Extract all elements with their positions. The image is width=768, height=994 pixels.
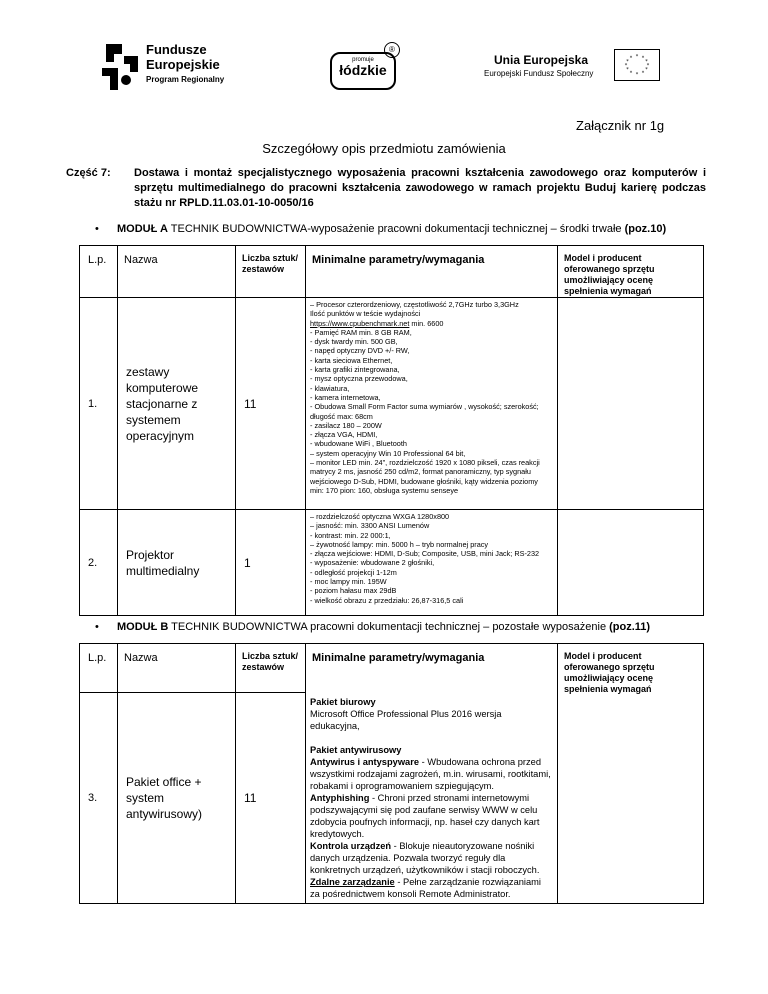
row-nazwa: Pakiet office + system antywirusowy)	[118, 693, 236, 904]
svg-text:*: *	[641, 55, 645, 62]
header-liczba: Liczba sztuk/ zestawów	[236, 246, 306, 298]
svg-text:*: *	[635, 72, 639, 78]
module-a-heading	[95, 223, 667, 235]
eu-flag-icon	[614, 49, 660, 81]
svg-text:*: *	[624, 63, 628, 69]
lodzkie-logo	[330, 52, 396, 90]
spec-line: https://www.cpubenchmark.net min. 6600	[310, 318, 444, 328]
svg-text:*: *	[629, 55, 633, 62]
header-min: Minimalne parametry/wymagania	[306, 246, 558, 298]
office-title: Pakiet biurowy	[310, 696, 376, 707]
av-item	[310, 876, 553, 900]
av-item-text: - Chroni przed stronami internetowymi podszywającymi się pod zaufane serwisy WWW w celu zdobycia poufnych informacji, np. haseł czy danych kart kredytowych.	[310, 792, 540, 839]
spec-line: - karta sieciowa Ethernet,	[310, 355, 393, 365]
spec-line: - wyposażenie: wbudowane 2 głośniki,	[310, 558, 435, 568]
header-nazwa: Nazwa	[118, 644, 236, 693]
row-qty: 11	[236, 298, 306, 510]
svg-text:*: *	[646, 63, 650, 69]
bullet-icon: •	[95, 223, 99, 235]
spec-line: - moc lampy min. 195W	[310, 577, 387, 587]
module-a-bold: MODUŁ A	[117, 223, 168, 235]
table-module-a	[79, 245, 704, 616]
row-nazwa: zestawy komputerowe stacjonarne z systemem operacyjnym	[118, 298, 236, 510]
svg-text:*: *	[641, 70, 645, 77]
lodz-main: łódzkie	[339, 62, 387, 78]
row-spec	[306, 510, 558, 616]
header-nazwa: Nazwa	[118, 246, 236, 298]
unia-europejska-logo	[480, 53, 680, 93]
av-item	[310, 756, 553, 792]
part-description	[66, 166, 706, 211]
spec-line: – jasność: min. 3300 ANSI Lumenów	[310, 521, 430, 531]
module-b-heading	[95, 621, 651, 633]
registered-icon: ®	[384, 42, 400, 58]
av-item	[310, 840, 553, 876]
spec-line: - mysz optyczna przewodowa,	[310, 374, 408, 384]
row-qty: 11	[236, 693, 306, 904]
part-label: Część 7:	[66, 167, 111, 179]
svg-text:*: *	[626, 59, 629, 65]
header-liczba: Liczba sztuk/ zestawów	[236, 644, 306, 693]
row-model[interactable]	[558, 298, 704, 510]
module-a-text: TECHNIK BUDOWNICTWA-wyposażenie pracowni dokumentacji technicznej – środki trwałe	[167, 223, 625, 235]
module-b-pos: (poz.11)	[609, 621, 651, 633]
module-b-text: TECHNIK BUDOWNICTWA pracowni dokumentacji technicznej – pozostałe wyposażenie	[168, 621, 610, 633]
spec-line: - Obudowa Small Form Factor suma wymiarów , wysokość; szerokość; długość max: 68cm	[310, 402, 539, 421]
spec-line: - złącza VGA, HDMI,	[310, 430, 378, 440]
row-lp: 2.	[80, 510, 118, 616]
av-title: Pakiet antywirusowy	[310, 744, 402, 755]
spec-line: - wbudowane WiFi , Bluetooth	[310, 439, 407, 449]
annex-number: Załącznik nr 1g	[576, 118, 665, 133]
table-module-b	[79, 643, 704, 904]
spec-line: - kontrast: min. 22 000:1,	[310, 530, 391, 540]
spec-line: – Procesor czterordzeniowy, częstotliwość 2,7GHz turbo 3,3GHz	[310, 300, 519, 309]
office-text: Microsoft Office Professional Plus 2016 wersja edukacyjna,	[310, 708, 502, 731]
av-item	[310, 792, 553, 840]
row-lp: 3.	[80, 693, 118, 904]
spec-line: - dysk twardy min. 500 GB,	[310, 337, 398, 347]
svg-text:*: *	[645, 67, 648, 73]
fe-line3: Program Regionalny	[146, 75, 225, 84]
svg-text:*: *	[629, 70, 633, 77]
svg-text:*: *	[635, 54, 639, 60]
ue-subtitle: Europejski Fundusz Społeczny	[484, 69, 594, 78]
spec-line: - Pamięć RAM min. 8 GB RAM,	[310, 327, 412, 337]
spec-line: - poziom hałasu max 29dB	[310, 586, 397, 596]
spec-line: - karta grafiki zintegrowana,	[310, 365, 400, 375]
spec-line: - odległość projekcji 1-12m	[310, 567, 397, 577]
av-item-text: - Wbudowana ochrona przed wszystkimi rodzajami zagrożeń, m.in. wirusami, rootkitami, robakami i oprogramowaniem szpiegującym.	[310, 756, 551, 791]
row-spec	[306, 693, 558, 904]
ue-title: Unia Europejska	[494, 53, 589, 67]
av-item-name: Kontrola urządzeń	[310, 840, 392, 851]
header-model: Model i producent oferowanego sprzętu umożliwiający ocenę spełnienia wymagań	[558, 246, 704, 298]
fundusze-europejskie-logo	[100, 40, 270, 95]
row-qty: 1	[236, 510, 306, 616]
row-nazwa: Projektor multimedialny	[118, 510, 236, 616]
av-item-name: Antyphishing	[310, 792, 370, 803]
spec-line: - wielkość obrazu z przedziału: 26,87-316,5 cali	[310, 595, 464, 605]
spec-line: - zasilacz 180 – 200W	[310, 420, 382, 430]
fe-line1: Fundusze	[146, 42, 207, 57]
spec-line: – żywotność lampy: min. 5000 h – tryb normalnej pracy	[310, 539, 489, 549]
row-model[interactable]	[558, 510, 704, 616]
av-item-name: Antywirus i antyspyware	[310, 756, 420, 767]
row-lp: 1.	[80, 298, 118, 510]
av-item-text: - Blokuje nieautoryzowane nośniki danych urządzenia. Pozwala tworzyć reguły dla konkretnych urządzeń, użytkowników i stacji roboczych.	[310, 840, 540, 875]
page-title: Szczegółowy opis przedmiotu zamówienia	[262, 141, 506, 156]
fe-star-icon	[100, 44, 140, 90]
av-item-text: - Pełne zarządzanie rozwiązaniami za pośrednictwem konsoli Remote Administrator.	[310, 876, 541, 899]
header-lp: L.p.	[80, 246, 118, 298]
spec-line: - napęd optyczny DVD +/- RW,	[310, 346, 410, 356]
spec-line: - złącza wejściowe: HDMI, D-Sub; Composite, USB, mini Jack; RS-232	[310, 549, 540, 559]
fe-line2: Europejskie	[146, 57, 220, 72]
bullet-icon: •	[95, 621, 99, 633]
header-min: Minimalne parametry/wymagania	[306, 644, 558, 693]
table-row	[80, 510, 704, 616]
header-model: Model i producent oferowanego sprzętu umożliwiający ocenę spełnienia wymagań	[558, 644, 704, 904]
av-item-name: Zdalne zarządzanie	[310, 876, 395, 887]
spec-line: Ilość punktów w teście wydajności	[310, 309, 421, 319]
spec-line: – system operacyjny Win 10 Professional 64 bit,	[310, 448, 466, 458]
module-b-bold: MODUŁ B	[117, 621, 169, 633]
spec-line: – rozdzielczość optyczna WXGA 1280x800	[310, 512, 450, 521]
row-spec	[306, 298, 558, 510]
part-text: Dostawa i montaż specjalistycznego wyposażenia pracowni kształcenia zawodowego oraz komputerów i sprzętu multimedialnego do pracowni kształcenia zawodowego w ramach projektu Buduj karierę podczas stażu nr RPLD.11.03.01-10-0050/16	[134, 167, 706, 209]
spec-line: – monitor LED min. 24", rozdzielczość 1920 x 1080 pikseli, czas reakcji matrycy 2 ms, jasność 250 cd/m2, format panoramiczny, typ sygnału wejściowego D-Sub, HDMI, budowane głośniki, kąty widzenia poziomy min: 170 pion: 160, obsługa systemu senseye	[310, 458, 540, 495]
table-row	[80, 298, 704, 510]
svg-text:*: *	[645, 59, 648, 65]
header-lp: L.p.	[80, 644, 118, 693]
spec-line: - klawiatura,	[310, 383, 350, 393]
lodz-top: promuje	[352, 57, 374, 63]
benchmark-link[interactable]: https://www.cpubenchmark.net	[310, 318, 410, 328]
module-a-pos: (poz.10)	[624, 223, 667, 235]
spec-line: - kamera internetowa,	[310, 392, 381, 402]
svg-text:*: *	[626, 67, 629, 73]
